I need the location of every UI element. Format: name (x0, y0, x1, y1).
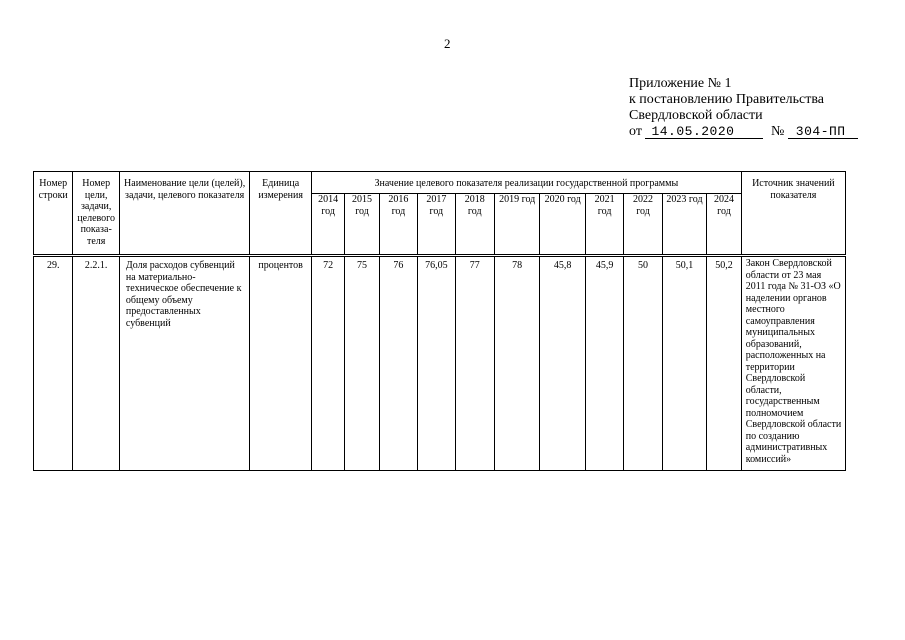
header-year: 2021 год (585, 194, 623, 256)
value-cell: 76,05 (418, 256, 455, 471)
source-cell: Закон Свердловской области от 23 мая 2011 года № 31-ОЗ «О наделении органов местного самоуправления муниципальных образований, расположенных на территории Свердловской области, государственным полномочием Свердловской области по созданию административных комиссий» (741, 256, 845, 471)
header-name: Наименование цели (целей), задачи, целевого показателя (119, 172, 249, 256)
value-cell: 76 (379, 256, 417, 471)
row-number-cell: 29. (34, 256, 73, 471)
header-year: 2023 год (662, 194, 706, 256)
value-cell: 45,9 (585, 256, 623, 471)
value-cell: 45,8 (540, 256, 585, 471)
header-goal-number: Номер цели, задачи, целевого показа-теля (73, 172, 120, 256)
header-values-title: Значение целевого показателя реализации государственной программы (311, 172, 741, 194)
header-year: 2018 год (455, 194, 494, 256)
header-year: 2017 год (418, 194, 455, 256)
header-year: 2019 год (494, 194, 539, 256)
indicator-name-cell: Доля расходов субвенций на материально-техническое обеспечение к общему объему предоставленных субвенций (119, 256, 249, 471)
resolution-number: 304-ПП (788, 125, 858, 139)
indicator-table (33, 171, 846, 471)
appendix-region: Свердловской области (629, 108, 763, 123)
header-row-number: Номер строки (34, 172, 73, 256)
appendix-title: Приложение № 1 (629, 76, 732, 91)
value-cell: 78 (494, 256, 539, 471)
value-cell: 77 (455, 256, 494, 471)
resolution-date: 14.05.2020 (645, 125, 763, 139)
value-cell: 72 (311, 256, 344, 471)
appendix-resolution: к постановлению Правительства (629, 92, 825, 107)
value-cell: 50 (624, 256, 662, 471)
header-year: 2020 год (540, 194, 585, 256)
header-year: 2022 год (624, 194, 662, 256)
appendix-block (629, 76, 858, 140)
header-source: Источник значений показателя (741, 172, 845, 256)
value-cell: 50,2 (707, 256, 742, 471)
header-year: 2024 год (707, 194, 742, 256)
number-prefix: № (770, 124, 785, 139)
page-number: 2 (444, 36, 451, 51)
value-cell: 75 (345, 256, 379, 471)
value-cell: 50,1 (662, 256, 706, 471)
header-year: 2015 год (345, 194, 379, 256)
goal-number-cell: 2.2.1. (73, 256, 120, 471)
date-prefix: от (629, 124, 642, 139)
header-unit: Единица измерения (250, 172, 312, 256)
header-year: 2016 год (379, 194, 417, 256)
appendix-date-line (629, 124, 858, 140)
header-year: 2014 год (311, 194, 344, 256)
unit-cell: процентов (250, 256, 312, 471)
